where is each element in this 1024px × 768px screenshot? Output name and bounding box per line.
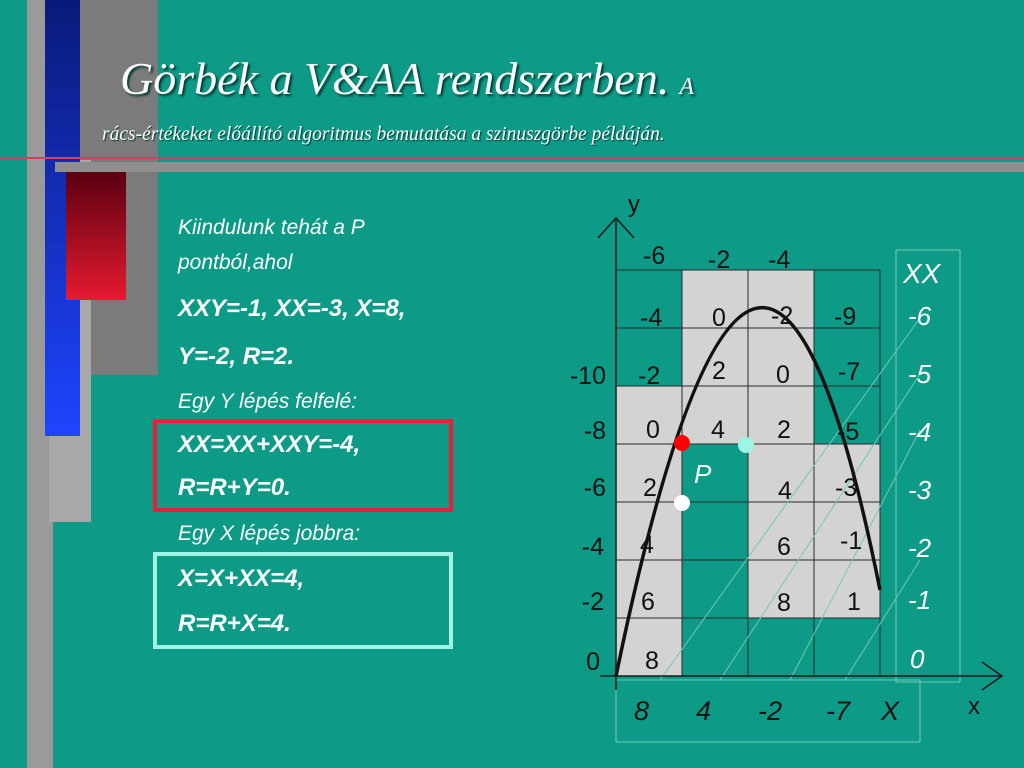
text-line-10: R=R+X=4. bbox=[178, 610, 291, 637]
top-value: -4 bbox=[768, 246, 791, 274]
top-values bbox=[643, 242, 790, 274]
xx-value: -2 bbox=[908, 533, 932, 563]
text-line-9: X=X+XX=4, bbox=[178, 565, 305, 592]
cell-value: 0 bbox=[646, 416, 660, 444]
point-cyan bbox=[738, 437, 754, 453]
text-line-2: pontból,ahol bbox=[178, 251, 293, 274]
text-line-6: XX=XX+XXY=-4, bbox=[178, 431, 361, 458]
text-line-7: R=R+Y=0. bbox=[178, 474, 291, 501]
top-value: -6 bbox=[643, 242, 666, 270]
column-2-values bbox=[711, 304, 726, 444]
cell-value: 6 bbox=[641, 588, 655, 616]
cell-value: 4 bbox=[711, 416, 725, 444]
text-line-1: Kiindulunk tehát a P bbox=[178, 216, 365, 239]
text-line-3: XXY=-1, XX=-3, X=8, bbox=[178, 295, 406, 322]
cell-value: -1 bbox=[840, 527, 863, 555]
y-values bbox=[570, 362, 606, 676]
y-value: 0 bbox=[586, 648, 600, 676]
xx-values bbox=[908, 301, 932, 674]
xx-value: -4 bbox=[908, 417, 932, 447]
cell-value: 4 bbox=[640, 531, 654, 559]
cell-value: 0 bbox=[776, 361, 790, 389]
cell-value: -2 bbox=[771, 302, 794, 330]
cell-value: -4 bbox=[640, 304, 663, 332]
xx-value: -6 bbox=[908, 301, 932, 331]
xx-value: -5 bbox=[908, 359, 932, 389]
xx-value: -1 bbox=[908, 585, 932, 615]
cell-value: 0 bbox=[712, 304, 726, 332]
x-axis-label: x bbox=[968, 693, 980, 720]
y-value: -6 bbox=[583, 474, 606, 502]
x-header: X bbox=[881, 696, 900, 726]
y-value: -10 bbox=[569, 362, 606, 390]
text-line-8: Egy X lépés jobbra: bbox=[178, 522, 361, 545]
point-white bbox=[674, 495, 690, 511]
cell-value: 2 bbox=[643, 474, 657, 502]
cell-value: 2 bbox=[777, 416, 791, 444]
cell-value: 6 bbox=[777, 533, 791, 561]
text-line-4: Y=-2, R=2. bbox=[178, 343, 295, 370]
text-line-5: Egy Y lépés felfelé: bbox=[178, 390, 358, 413]
cell-value: -9 bbox=[834, 303, 857, 331]
xx-value: 0 bbox=[910, 644, 925, 674]
cell-value: -2 bbox=[638, 362, 661, 390]
cell-value: -7 bbox=[838, 358, 861, 386]
cell-value: 2 bbox=[712, 357, 726, 385]
cell-value: -3 bbox=[835, 474, 858, 502]
cell-value: 1 bbox=[847, 588, 861, 616]
cell-value: 4 bbox=[778, 477, 792, 505]
cell-value: 8 bbox=[645, 647, 659, 675]
point-label: P bbox=[694, 459, 712, 489]
cell-value: 8 bbox=[777, 589, 791, 617]
page-subtitle: rács-értékeket előállító algoritmus bemutatása a szinuszgörbe példáján. bbox=[102, 124, 665, 145]
xx-value: -3 bbox=[908, 475, 932, 505]
cell-value: -5 bbox=[837, 418, 860, 446]
x-value: 8 bbox=[634, 696, 650, 726]
xx-header: XX bbox=[903, 258, 941, 289]
y-value: -4 bbox=[581, 533, 604, 561]
x-value: -2 bbox=[758, 696, 783, 726]
top-value: -2 bbox=[708, 246, 731, 274]
title-main: Görbék a V&AA rendszerben. bbox=[120, 53, 670, 104]
y-axis-label: y bbox=[628, 191, 640, 218]
point-p-red bbox=[674, 435, 690, 451]
y-value: -8 bbox=[583, 417, 606, 445]
y-value: -2 bbox=[581, 588, 604, 616]
title-small: A bbox=[679, 74, 695, 100]
x-value: -7 bbox=[826, 696, 851, 726]
x-values bbox=[634, 696, 900, 726]
x-value: 4 bbox=[696, 696, 712, 726]
